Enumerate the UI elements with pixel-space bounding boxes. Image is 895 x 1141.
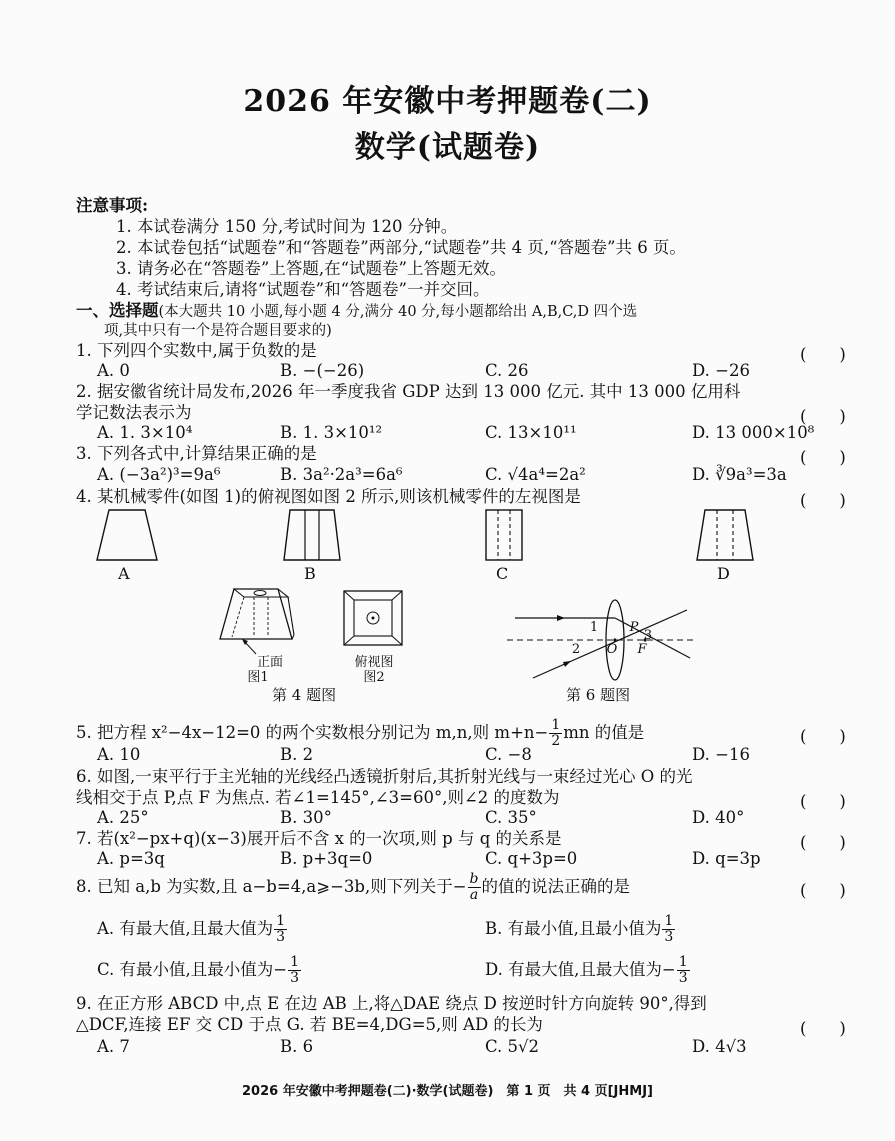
- note-item-3: 3. 请务必在“答题卷”上答题,在“试题卷”上答题无效。: [116, 259, 506, 278]
- q4-option-c-figure: [484, 508, 529, 563]
- q4-option-a-figure: [95, 508, 160, 563]
- q6-stem-line2: 线相交于点 P,点 F 为焦点. 若∠1=145°,∠3=60°,则∠2 的度数为: [76, 788, 560, 807]
- figure-6-angle-1: 1: [589, 620, 599, 635]
- q8-option-b-text: B. 有最小值,且最小值为: [485, 919, 662, 938]
- q8-option-b-den: 3: [664, 929, 674, 945]
- q2-stem-line1: 2. 据安徽省统计局发布,2026 年一季度我省 GDP 达到 13 000 亿元. 其中 13 000 亿用科: [76, 382, 741, 401]
- figure-6-point-o: O: [606, 642, 618, 657]
- q8-frac-num: b: [469, 871, 479, 887]
- q8-option-c-fraction: [288, 955, 301, 986]
- q5-fraction: [549, 718, 562, 749]
- q4-answer-paren: ( ): [800, 491, 846, 510]
- note-item-2: 2. 本试卷包括“试题卷”和“答题卷”两部分,“试题卷”共 4 页,“答题卷”共 6 页。: [116, 238, 686, 257]
- q7-answer-paren: ( ): [800, 833, 846, 852]
- q3-option-b: B. 3a²·2a³=6a⁶: [280, 465, 403, 484]
- q8-option-d-fraction: [677, 955, 690, 986]
- exam-subtitle: 数学(试题卷): [354, 130, 541, 165]
- q2-option-b: B. 1. 3×10¹²: [280, 423, 383, 442]
- q8-option-a-den: 3: [276, 929, 286, 945]
- figure-6-lens-diagram: [505, 598, 695, 683]
- q5-option-c: C. −8: [485, 745, 532, 764]
- page-footer: 2026 年安徽中考押题卷(二)·数学(试题卷) 第 1 页 共 4 页[JHMJ]: [242, 1084, 653, 1099]
- figure-6-caption: 第 6 题图: [566, 686, 631, 704]
- figure-2-top-view: [342, 589, 406, 649]
- q5-option-d: D. −16: [692, 745, 750, 764]
- q8-option-c-text: C. 有最小值,且最小值为−: [97, 960, 288, 979]
- q2-option-c: C. 13×10¹¹: [485, 423, 577, 442]
- q6-option-a: A. 25°: [97, 808, 149, 827]
- q5-stem: [76, 716, 644, 750]
- q4-option-c-label: C: [496, 564, 509, 583]
- exam-title: 2026 年安徽中考押题卷(二): [243, 84, 652, 119]
- q1-stem: 1. 下列四个实数中,属于负数的是: [76, 341, 317, 360]
- q8-option-c-num: 1: [290, 954, 300, 970]
- q2-option-d: D. 13 000×10⁸: [692, 423, 815, 442]
- q9-stem-line1: 9. 在正方形 ABCD 中,点 E 在边 AB 上,将△DAE 绕点 D 按逆时针方向旋转 90°,得到: [76, 994, 707, 1013]
- q1-option-a: A. 0: [97, 361, 130, 380]
- section-desc-2: 项,其中只有一个是符合题目要求的): [104, 323, 332, 339]
- q8-option-b-fraction: [662, 914, 675, 945]
- q4-option-b-figure: [280, 508, 345, 563]
- figure-1-front-label: 正面: [256, 655, 283, 670]
- q8-stem-pre: 8. 已知 a,b 为实数,且 a−b=4,a⩾−3b,则下列关于−: [76, 877, 467, 896]
- q5-frac-den: 2: [551, 733, 561, 749]
- q6-stem-line1: 6. 如图,一束平行于主光轴的光线经凸透镜折射后,其折射光线与一束经过光心 O 的光: [76, 767, 693, 786]
- q8-frac-den: a: [469, 887, 479, 903]
- q8-option-c: [97, 953, 302, 987]
- q3-option-a: A. (−3a²)³=9a⁶: [97, 465, 221, 484]
- q7-option-d: D. q=3p: [692, 849, 761, 868]
- q5-frac-num: 1: [551, 717, 561, 733]
- q8-answer-paren: ( ): [800, 881, 846, 900]
- q9-option-b: B. 6: [280, 1037, 314, 1056]
- figure-1-label: 图1: [247, 670, 269, 685]
- q6-option-b: B. 30°: [280, 808, 332, 827]
- section-title: 一、选择题: [76, 301, 159, 320]
- q6-option-d: D. 40°: [692, 808, 745, 827]
- q3-stem: 3. 下列各式中,计算结果正确的是: [76, 444, 317, 463]
- figure-4-caption: 第 4 题图: [272, 686, 337, 704]
- q8-option-d-text: D. 有最大值,且最大值为−: [485, 960, 676, 979]
- section-heading: [76, 301, 637, 322]
- q3-option-d: D. ∛9a³=3a: [692, 465, 787, 484]
- q9-answer-paren: ( ): [800, 1019, 846, 1038]
- figure-2-label: 图2: [363, 670, 385, 685]
- figure-2-top-label: 俯视图: [354, 655, 394, 670]
- q8-option-a-num: 1: [276, 913, 286, 929]
- q8-option-d: [485, 953, 691, 987]
- q8-stem-post: 的值的说法正确的是: [481, 877, 630, 896]
- q9-option-c: C. 5√2: [485, 1037, 540, 1056]
- q1-option-b: B. −(−26): [280, 361, 365, 380]
- q8-option-d-den: 3: [678, 970, 688, 986]
- figure-6-angle-3: 3: [643, 628, 653, 643]
- q1-option-c: C. 26: [485, 361, 529, 380]
- q4-option-a-label: A: [118, 564, 130, 583]
- figure-6-angle-2: 2: [571, 642, 581, 657]
- q3-answer-paren: ( ): [800, 448, 846, 467]
- q8-option-a-fraction: [274, 914, 287, 945]
- q5-option-b: B. 2: [280, 745, 314, 764]
- q8-option-d-num: 1: [678, 954, 688, 970]
- q2-stem-line2: 学记数法表示为: [76, 403, 192, 422]
- q7-option-b: B. p+3q=0: [280, 849, 373, 868]
- q3-option-c: C. √4a⁴=2a²: [485, 465, 586, 484]
- q8-stem: [76, 870, 630, 904]
- q9-option-d: D. 4√3: [692, 1037, 747, 1056]
- q5-answer-paren: ( ): [800, 727, 846, 746]
- q4-option-b-label: B: [304, 564, 316, 583]
- note-item-4: 4. 考试结束后,请将“试题卷”和“答题卷”一并交回。: [116, 280, 490, 299]
- q5-stem-pre: 5. 把方程 x²−4x−12=0 的两个实数根分别记为 m,n,则 m+n−: [76, 723, 549, 742]
- q4-stem: 4. 某机械零件(如图 1)的俯视图如图 2 所示,则该机械零件的左视图是: [76, 487, 581, 506]
- q8-fraction: [468, 872, 481, 903]
- q4-option-d-label: D: [717, 564, 730, 583]
- figure-6-point-p: P: [629, 620, 639, 635]
- q7-option-a: A. p=3q: [97, 849, 165, 868]
- q6-option-c: C. 35°: [485, 808, 537, 827]
- q8-option-a-text: A. 有最大值,且最大值为: [97, 919, 274, 938]
- q5-stem-post: mn 的值是: [563, 723, 645, 742]
- q8-option-b: [485, 912, 676, 946]
- q8-option-c-den: 3: [290, 970, 300, 986]
- q2-answer-paren: ( ): [800, 407, 846, 426]
- q5-option-a: A. 10: [97, 745, 141, 764]
- figure-6-point-f: F: [637, 642, 647, 657]
- q8-option-a: [97, 912, 288, 946]
- section-desc-1: (本大题共 10 小题,每小题 4 分,满分 40 分,每小题都给出 A,B,C,D 四个选: [158, 304, 638, 320]
- q1-answer-paren: ( ): [800, 345, 846, 364]
- q9-stem-line2: △DCF,连接 EF 交 CD 于点 G. 若 BE=4,DG=5,则 AD 的长为: [76, 1015, 543, 1034]
- note-item-1: 1. 本试卷满分 150 分,考试时间为 120 分钟。: [116, 217, 458, 236]
- q7-stem: 7. 若(x²−px+q)(x−3)展开后不含 x 的一次项,则 p 与 q 的关系是: [76, 829, 562, 848]
- notes-heading: 注意事项:: [76, 196, 149, 215]
- q9-option-a: A. 7: [97, 1037, 130, 1056]
- q7-option-c: C. q+3p=0: [485, 849, 578, 868]
- q2-option-a: A. 1. 3×10⁴: [97, 423, 193, 442]
- q1-option-d: D. −26: [692, 361, 750, 380]
- q8-option-b-num: 1: [664, 913, 674, 929]
- q4-option-d-figure: [693, 508, 758, 563]
- q6-answer-paren: ( ): [800, 792, 846, 811]
